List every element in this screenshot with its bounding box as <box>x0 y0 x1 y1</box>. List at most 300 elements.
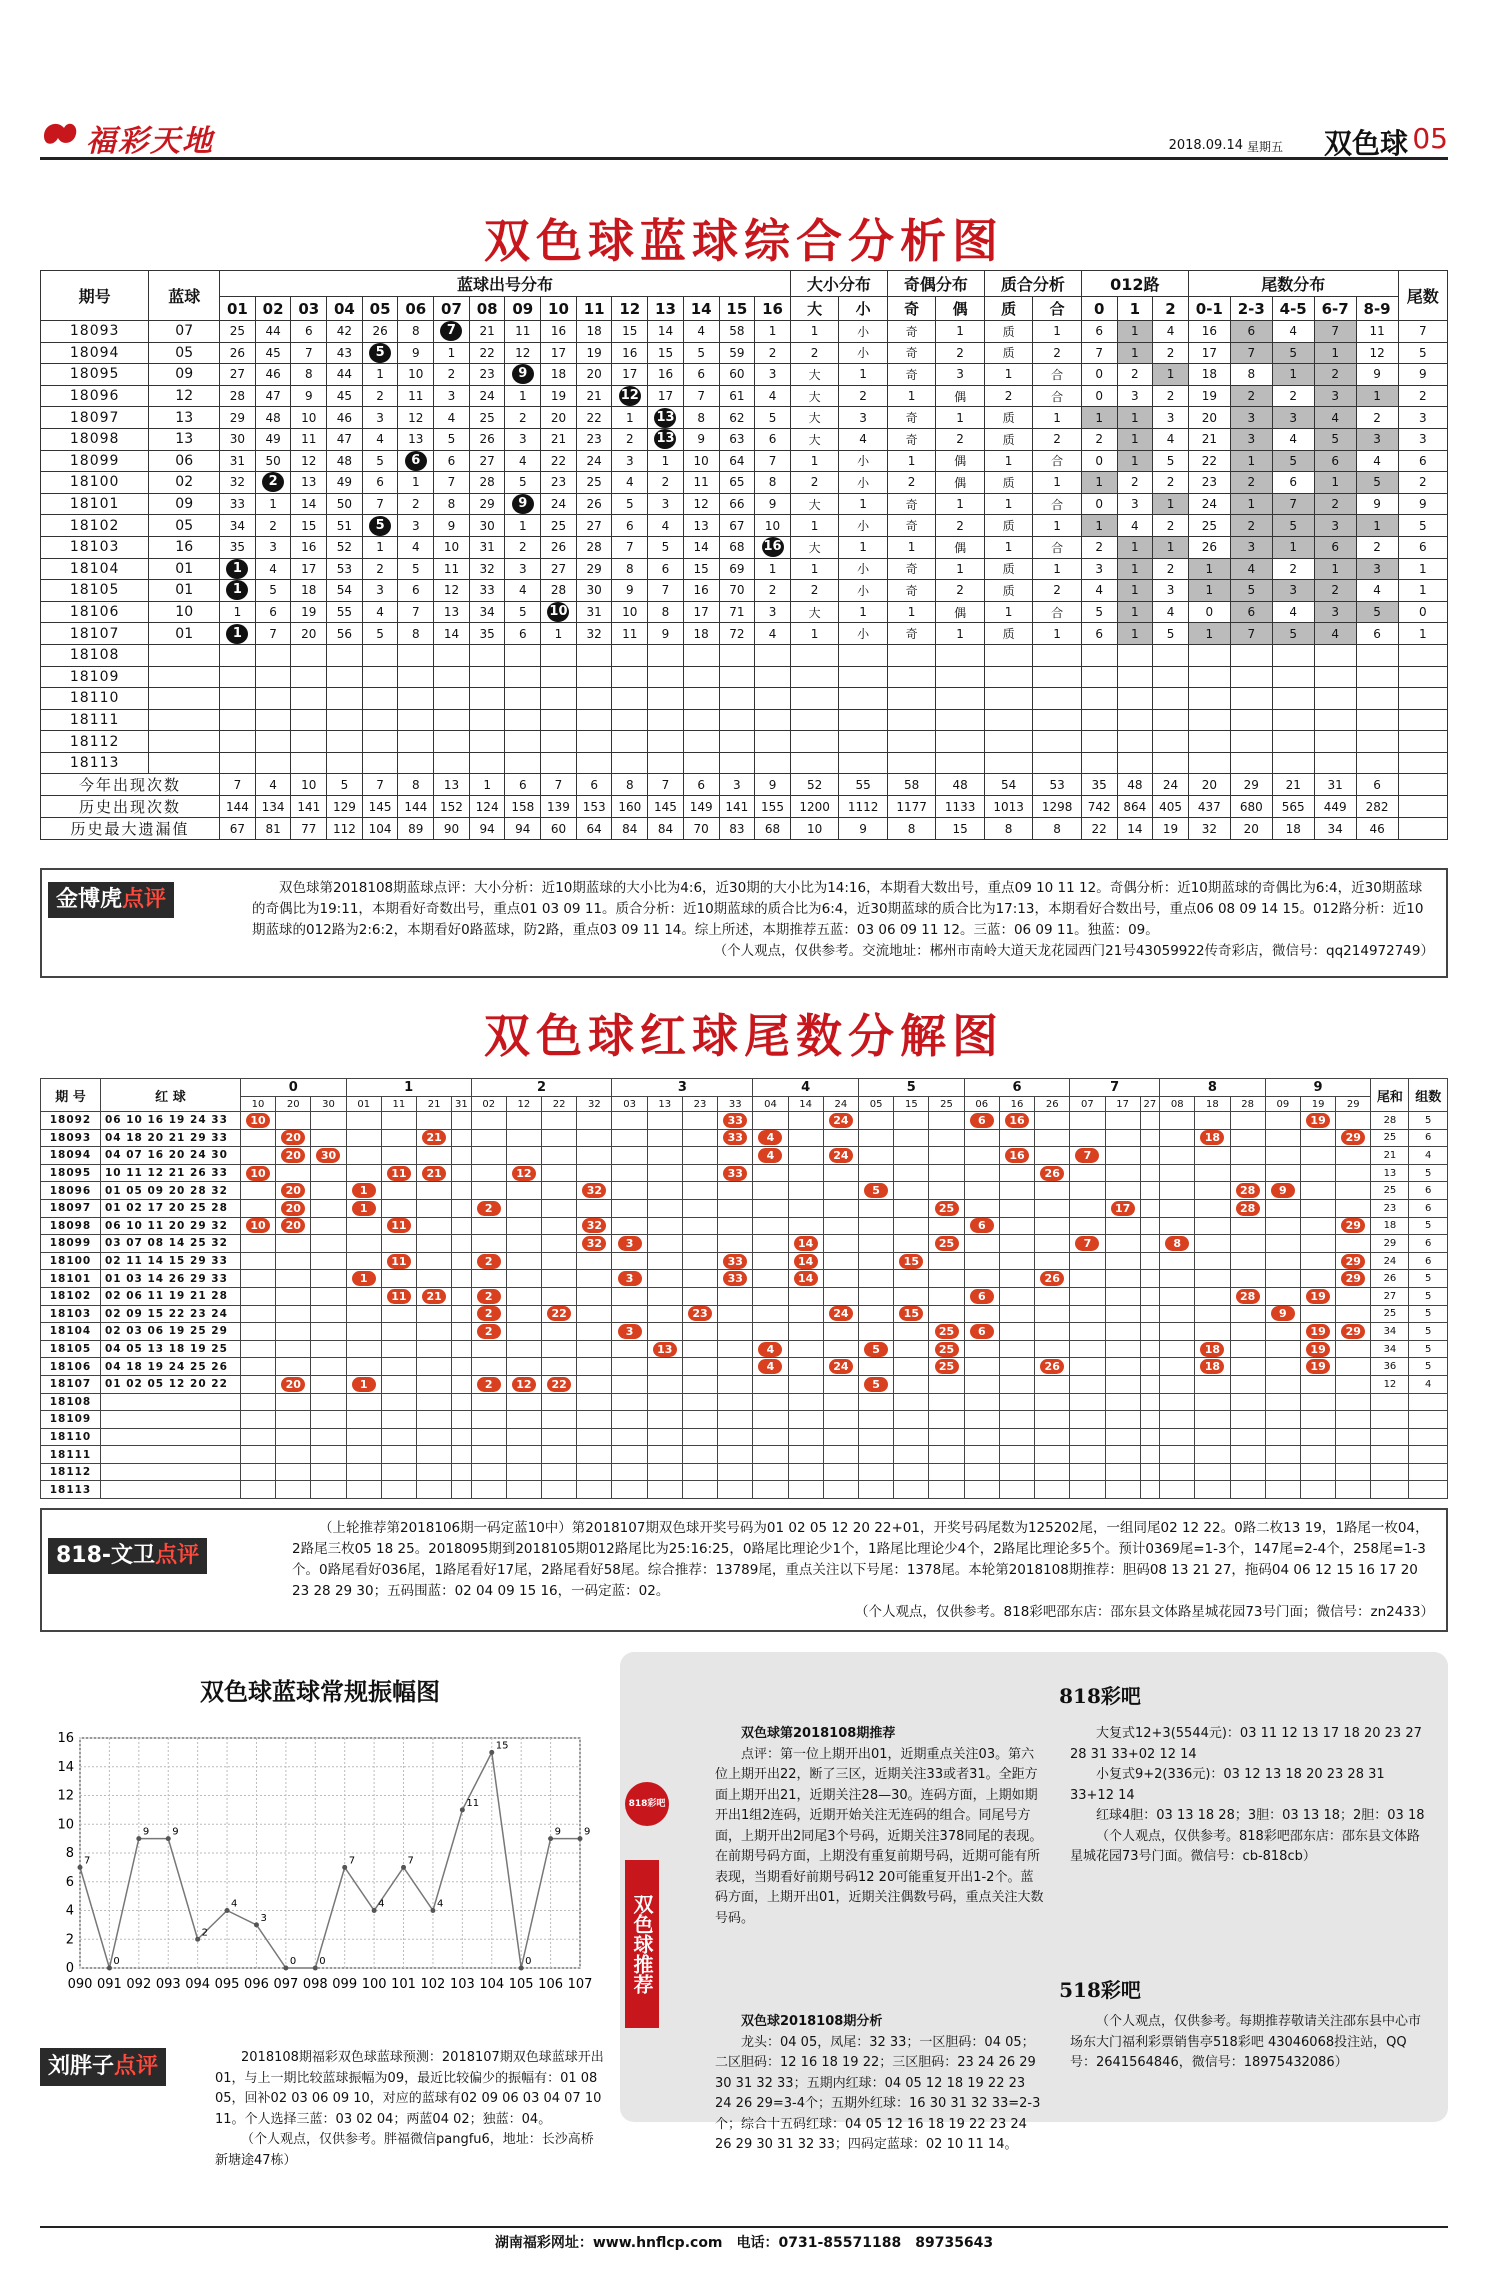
data-cell <box>984 731 1032 753</box>
data-cell: 2 <box>362 385 398 407</box>
tail-cell <box>1265 1270 1300 1288</box>
data-cell: 8 <box>398 321 434 343</box>
stats-cell: 48 <box>1117 774 1153 796</box>
stats-cell: 742 <box>1081 796 1117 818</box>
tail-cell <box>381 1411 416 1429</box>
data-cell: 4 <box>1272 428 1314 450</box>
tail-cell <box>894 1358 929 1376</box>
data-cell: 47 <box>327 428 363 450</box>
blue-ball-hit: 9 <box>512 494 534 514</box>
data-cell: 6 <box>755 428 791 450</box>
tail-cell <box>1336 1305 1371 1323</box>
data-cell: 质 <box>984 515 1032 537</box>
tail-cell <box>577 1358 612 1376</box>
data-cell: 65 <box>719 472 755 494</box>
tail-cell <box>240 1305 275 1323</box>
group-cell: 6 <box>1409 1129 1448 1147</box>
tail-cell <box>417 1375 452 1393</box>
data-cell: 3 <box>1356 428 1398 450</box>
tail-cell: 3 <box>1398 407 1447 429</box>
data-cell: 22 <box>469 342 505 364</box>
data-cell <box>469 644 505 666</box>
red-ball-hit: 5 <box>864 1342 888 1357</box>
tail-cell <box>311 1252 346 1270</box>
comment-box-jin <box>40 868 1448 978</box>
data-cell: 15 <box>291 515 327 537</box>
tail-cell <box>682 1287 717 1305</box>
tail-cell <box>788 1340 823 1358</box>
data-cell: 26 <box>362 321 398 343</box>
red-ball-hit: 2 <box>477 1254 501 1269</box>
tail-cell <box>506 1446 541 1464</box>
data-cell: 26 <box>1188 536 1230 558</box>
tail-cell <box>1140 1463 1159 1481</box>
data-cell: 4 <box>398 536 434 558</box>
tail-cell <box>1336 1393 1371 1411</box>
tail-cell <box>542 1252 577 1270</box>
reds-cell: 04 05 13 18 19 25 <box>100 1340 240 1358</box>
tail-cell <box>1336 1428 1371 1446</box>
tail-cell <box>276 1428 311 1446</box>
comment-badge: 818-文卫点评 <box>48 1538 207 1574</box>
tail-cell <box>417 1199 452 1217</box>
sub-header: 02 <box>255 297 291 321</box>
data-cell <box>327 666 363 688</box>
data-cell: 6 <box>505 623 541 645</box>
data-cell: 1 <box>1153 364 1189 386</box>
x-tick-label: 097 <box>273 1977 299 1992</box>
tail-cell <box>577 1252 612 1270</box>
red-ball-hit: 12 <box>512 1166 536 1181</box>
issue-cell: 18098 <box>41 428 149 450</box>
data-cell: 4 <box>362 601 398 623</box>
data-cell: 45 <box>327 385 363 407</box>
issue-cell: 18105 <box>41 580 149 602</box>
table-row <box>41 558 1448 580</box>
tail-cell <box>1140 1375 1159 1393</box>
tail-cell <box>506 1182 541 1200</box>
tailsum-cell: 27 <box>1371 1287 1409 1305</box>
tail-cell <box>682 1358 717 1376</box>
data-cell: 1 <box>1117 558 1153 580</box>
data-cell: 18 <box>541 364 577 386</box>
data-cell: 1 <box>1117 601 1153 623</box>
tail-cell <box>1230 1164 1265 1182</box>
stats-cell: 7 <box>541 774 577 796</box>
tail-cell <box>452 1112 471 1130</box>
tail-cell <box>346 1305 381 1323</box>
tail-cell <box>1195 1428 1230 1446</box>
tail-cell <box>1035 1358 1070 1376</box>
issue-cell: 18108 <box>41 644 149 666</box>
data-label: 9 <box>142 1826 150 1838</box>
data-cell: 3 <box>505 558 541 580</box>
tail-cell <box>788 1323 823 1341</box>
data-cell <box>648 752 684 774</box>
tail-cell <box>1265 1235 1300 1253</box>
stats-cell: 9 <box>839 818 888 840</box>
recommend-panel <box>620 1652 1448 2152</box>
data-cell: 7 <box>434 472 470 494</box>
tailsum-cell: 34 <box>1371 1340 1409 1358</box>
tail-cell <box>452 1481 471 1499</box>
tail-cell <box>1230 1358 1265 1376</box>
red-ball-hit: 25 <box>935 1324 959 1339</box>
data-cell: 21 <box>469 321 505 343</box>
stats-cell: 15 <box>936 818 985 840</box>
stats-cell: 437 <box>1188 796 1230 818</box>
col-tailsum-header: 尾和 <box>1371 1079 1409 1112</box>
tail-cell <box>1265 1340 1300 1358</box>
blue-table-title: 双色球蓝球综合分析图 <box>484 214 1004 268</box>
red-ball-hit: 29 <box>1341 1254 1365 1269</box>
red-ball-hit: 17 <box>1111 1201 1135 1216</box>
tail-cell <box>471 1446 506 1464</box>
section-name: 双色球 <box>1323 127 1408 160</box>
red-ball-hit: 4 <box>758 1359 782 1374</box>
data-cell <box>719 666 755 688</box>
red-ball-hit: 29 <box>1341 1218 1365 1233</box>
tail-cell <box>1398 752 1447 774</box>
tail-num-header: 26 <box>1035 1097 1070 1112</box>
data-label: 0 <box>289 1956 297 1967</box>
data-point <box>548 1836 553 1841</box>
data-cell <box>505 731 541 753</box>
data-cell: 1 <box>936 321 985 343</box>
data-cell: 1 <box>1033 623 1082 645</box>
sub-header: 6-7 <box>1314 297 1356 321</box>
issue-cell: 18095 <box>41 1164 101 1182</box>
data-cell <box>576 666 612 688</box>
tail-cell <box>894 1305 929 1323</box>
tail-cell <box>1105 1270 1140 1288</box>
tail-cell <box>1140 1199 1159 1217</box>
data-cell: 1 <box>1272 536 1314 558</box>
issue-cell: 18112 <box>41 731 149 753</box>
data-cell <box>576 688 612 710</box>
panel-red-dans: 红球4胆：03 13 18 28；3胆：03 13 18；2胆：03 18 <box>1096 1808 1425 1823</box>
table-row <box>41 407 1448 429</box>
data-cell <box>1081 731 1117 753</box>
tail-cell <box>682 1481 717 1499</box>
tail-cell <box>823 1358 858 1376</box>
blue-cell <box>149 709 220 731</box>
data-cell: 2 <box>1153 385 1189 407</box>
tail-cell <box>1265 1182 1300 1200</box>
y-tick-label: 10 <box>57 1817 74 1833</box>
tail-cell <box>929 1235 964 1253</box>
red-ball-hit: 5 <box>864 1377 888 1392</box>
tail-cell <box>1070 1463 1105 1481</box>
tail-cell <box>542 1393 577 1411</box>
tail-cell <box>1140 1323 1159 1341</box>
tail-cell <box>1195 1446 1230 1464</box>
data-cell <box>1272 709 1314 731</box>
data-cell: 8 <box>1230 364 1272 386</box>
issue-cell: 18095 <box>41 364 149 386</box>
tail-cell <box>999 1112 1034 1130</box>
tail-cell <box>1230 1481 1265 1499</box>
data-cell <box>291 666 327 688</box>
tail-cell <box>1230 1235 1265 1253</box>
x-tick-label: 096 <box>244 1977 269 1992</box>
tail-cell <box>1336 1340 1371 1358</box>
data-cell <box>398 688 434 710</box>
tail-cell <box>964 1252 999 1270</box>
data-point <box>489 1750 494 1755</box>
y-tick-label: 4 <box>65 1903 74 1919</box>
data-cell: 1 <box>936 493 985 515</box>
data-cell <box>1188 752 1230 774</box>
tail-cell <box>788 1270 823 1288</box>
tail-cell <box>452 1287 471 1305</box>
tail-cell <box>1140 1252 1159 1270</box>
data-cell <box>936 644 985 666</box>
tail-cell <box>929 1481 964 1499</box>
table-row <box>41 1305 1448 1323</box>
tail-cell <box>1070 1323 1105 1341</box>
tail-cell <box>1035 1199 1070 1217</box>
tail-cell <box>823 1463 858 1481</box>
data-cell <box>1033 644 1082 666</box>
tail-cell <box>577 1481 612 1499</box>
x-tick-label: 090 <box>67 1977 93 1992</box>
data-cell: 2 <box>1314 493 1356 515</box>
tail-cell <box>859 1287 894 1305</box>
data-cell: 16 <box>1188 321 1230 343</box>
data-cell: 17 <box>648 385 684 407</box>
stats-cell: 46 <box>1356 818 1398 840</box>
tail-cell <box>682 1411 717 1429</box>
data-label: 4 <box>231 1898 238 1910</box>
tail-cell <box>682 1446 717 1464</box>
stats-cell <box>1398 818 1447 840</box>
stats-cell: 104 <box>362 818 398 840</box>
stats-cell: 67 <box>220 818 256 840</box>
tail-cell <box>894 1129 929 1147</box>
data-cell <box>541 752 577 774</box>
data-cell <box>541 709 577 731</box>
data-cell <box>469 666 505 688</box>
data-cell <box>1272 688 1314 710</box>
stats-cell: 94 <box>469 818 505 840</box>
issue-date: 2018.09.14 <box>1168 138 1243 153</box>
tail-num-header: 21 <box>417 1097 452 1112</box>
sub-header: 2-3 <box>1230 297 1272 321</box>
data-cell <box>648 666 684 688</box>
data-cell: 4 <box>683 321 719 343</box>
stats-cell: 13 <box>434 774 470 796</box>
tailsum-cell <box>1371 1481 1409 1499</box>
data-point <box>195 1937 200 1942</box>
tailsum-cell: 26 <box>1371 1270 1409 1288</box>
data-cell: 2 <box>505 407 541 429</box>
tail-cell <box>1070 1340 1105 1358</box>
tail-cell <box>1160 1323 1195 1341</box>
tail-cell <box>577 1147 612 1165</box>
data-cell <box>1188 666 1230 688</box>
data-cell: 7 <box>398 601 434 623</box>
tail-cell <box>381 1270 416 1288</box>
blue-cell <box>149 688 220 710</box>
data-cell <box>648 688 684 710</box>
tail-cell <box>452 1305 471 1323</box>
data-cell: 1 <box>887 536 935 558</box>
data-cell: 26 <box>541 536 577 558</box>
data-cell <box>648 644 684 666</box>
tail-cell <box>311 1164 346 1182</box>
data-cell: 2 <box>984 385 1032 407</box>
data-cell: 24 <box>541 493 577 515</box>
tail-cell <box>381 1340 416 1358</box>
red-ball-hit: 32 <box>582 1218 606 1233</box>
data-cell: 1 <box>790 321 838 343</box>
data-cell: 偶 <box>936 536 985 558</box>
data-cell <box>1033 709 1082 731</box>
data-cell: 27 <box>220 364 256 386</box>
tail-cell <box>471 1305 506 1323</box>
tail-cell <box>276 1287 311 1305</box>
y-tick-label: 6 <box>65 1874 74 1890</box>
tail-cell <box>964 1375 999 1393</box>
tail-cell <box>1160 1463 1195 1481</box>
tail-cell <box>1105 1252 1140 1270</box>
data-cell: 2 <box>1033 428 1082 450</box>
tail-cell <box>1160 1481 1195 1499</box>
tail-cell <box>859 1411 894 1429</box>
data-cell: 1 <box>1117 321 1153 343</box>
x-tick-label: 093 <box>155 1977 181 1992</box>
tail-cell <box>1265 1164 1300 1182</box>
tail-cell <box>682 1323 717 1341</box>
tail-cell <box>240 1411 275 1429</box>
data-cell <box>576 644 612 666</box>
tail-cell <box>1300 1235 1335 1253</box>
data-cell: 60 <box>719 364 755 386</box>
tail-cell <box>753 1340 788 1358</box>
tail-cell <box>1070 1164 1105 1182</box>
data-cell: 质 <box>984 558 1032 580</box>
data-cell: 0 <box>1081 364 1117 386</box>
tail-cell <box>647 1481 682 1499</box>
data-cell <box>887 752 935 774</box>
tail-cell <box>788 1164 823 1182</box>
data-cell: 1 <box>1153 536 1189 558</box>
data-cell <box>612 752 648 774</box>
table-row <box>41 1393 1448 1411</box>
tail-cell <box>577 1323 612 1341</box>
data-cell: 9 <box>434 515 470 537</box>
data-cell: 49 <box>255 428 291 450</box>
tail-cell <box>999 1323 1034 1341</box>
data-cell: 1 <box>220 601 256 623</box>
data-cell: 1 <box>839 536 888 558</box>
tail-cell <box>859 1446 894 1464</box>
data-cell: 26 <box>576 493 612 515</box>
data-cell: 0 <box>1081 385 1117 407</box>
tail-cell <box>240 1358 275 1376</box>
data-cell: 4 <box>1081 580 1117 602</box>
data-cell: 16 <box>541 321 577 343</box>
tail-cell <box>1336 1182 1371 1200</box>
tail-cell <box>1230 1305 1265 1323</box>
data-cell: 20 <box>541 407 577 429</box>
red-ball-hit: 19 <box>1306 1342 1330 1357</box>
tail-cell <box>1398 644 1447 666</box>
data-cell: 53 <box>327 558 363 580</box>
tail-cell <box>311 1217 346 1235</box>
data-cell: 大 <box>790 364 838 386</box>
tail-cell <box>788 1199 823 1217</box>
data-cell: 2 <box>398 493 434 515</box>
tail-group-header: 5 <box>859 1079 965 1097</box>
tail-cell <box>417 1182 452 1200</box>
data-cell: 奇 <box>887 515 935 537</box>
tail-cell <box>471 1323 506 1341</box>
x-tick-label: 091 <box>96 1977 122 1992</box>
tail-cell <box>471 1375 506 1393</box>
tail-cell <box>542 1129 577 1147</box>
data-cell <box>683 644 719 666</box>
data-cell: 24 <box>469 385 505 407</box>
tail-cell <box>506 1129 541 1147</box>
tail-cell <box>452 1375 471 1393</box>
blue-cell: 01 <box>149 623 220 645</box>
panel-vertical-tab: 双色球推荐 <box>625 1860 659 2028</box>
tail-cell <box>682 1147 717 1165</box>
tail-group-header: 1 <box>346 1079 471 1097</box>
issue-weekday: 星期五 <box>1246 140 1283 154</box>
data-cell: 1 <box>1272 364 1314 386</box>
data-cell <box>1356 709 1398 731</box>
data-cell <box>1356 731 1398 753</box>
tail-num-header: 16 <box>999 1097 1034 1112</box>
data-cell: 15 <box>683 558 719 580</box>
data-cell: 44 <box>327 364 363 386</box>
tail-cell <box>753 1199 788 1217</box>
data-cell: 0 <box>1081 493 1117 515</box>
chart-title: 双色球蓝球常规振幅图 <box>200 1678 440 1706</box>
tail-num-header: 04 <box>753 1097 788 1112</box>
data-cell: 2 <box>1117 364 1153 386</box>
tail-cell <box>894 1217 929 1235</box>
data-cell: 11 <box>398 385 434 407</box>
data-cell <box>984 644 1032 666</box>
data-cell: 1 <box>887 601 935 623</box>
data-cell: 3 <box>1314 515 1356 537</box>
data-label: 4 <box>378 1898 385 1910</box>
tail-cell <box>1140 1481 1159 1499</box>
data-cell: 1 <box>648 450 684 472</box>
blue-cell: 05 <box>149 342 220 364</box>
issue-cell: 18108 <box>41 1393 101 1411</box>
reds-cell <box>100 1428 240 1446</box>
tail-cell <box>1195 1287 1230 1305</box>
tail-cell <box>240 1270 275 1288</box>
data-cell: 1 <box>1117 536 1153 558</box>
tail-group-header: 4 <box>753 1079 859 1097</box>
tail-cell <box>788 1129 823 1147</box>
data-cell <box>1117 644 1153 666</box>
data-cell: 10 <box>612 601 648 623</box>
data-cell: 2 <box>1314 364 1356 386</box>
tail-num-header: 03 <box>612 1097 647 1112</box>
data-cell: 6 <box>255 601 291 623</box>
tail-cell <box>1070 1305 1105 1323</box>
tail-cell <box>1230 1446 1265 1464</box>
data-cell: 1 <box>936 407 985 429</box>
tail-cell <box>452 1252 471 1270</box>
